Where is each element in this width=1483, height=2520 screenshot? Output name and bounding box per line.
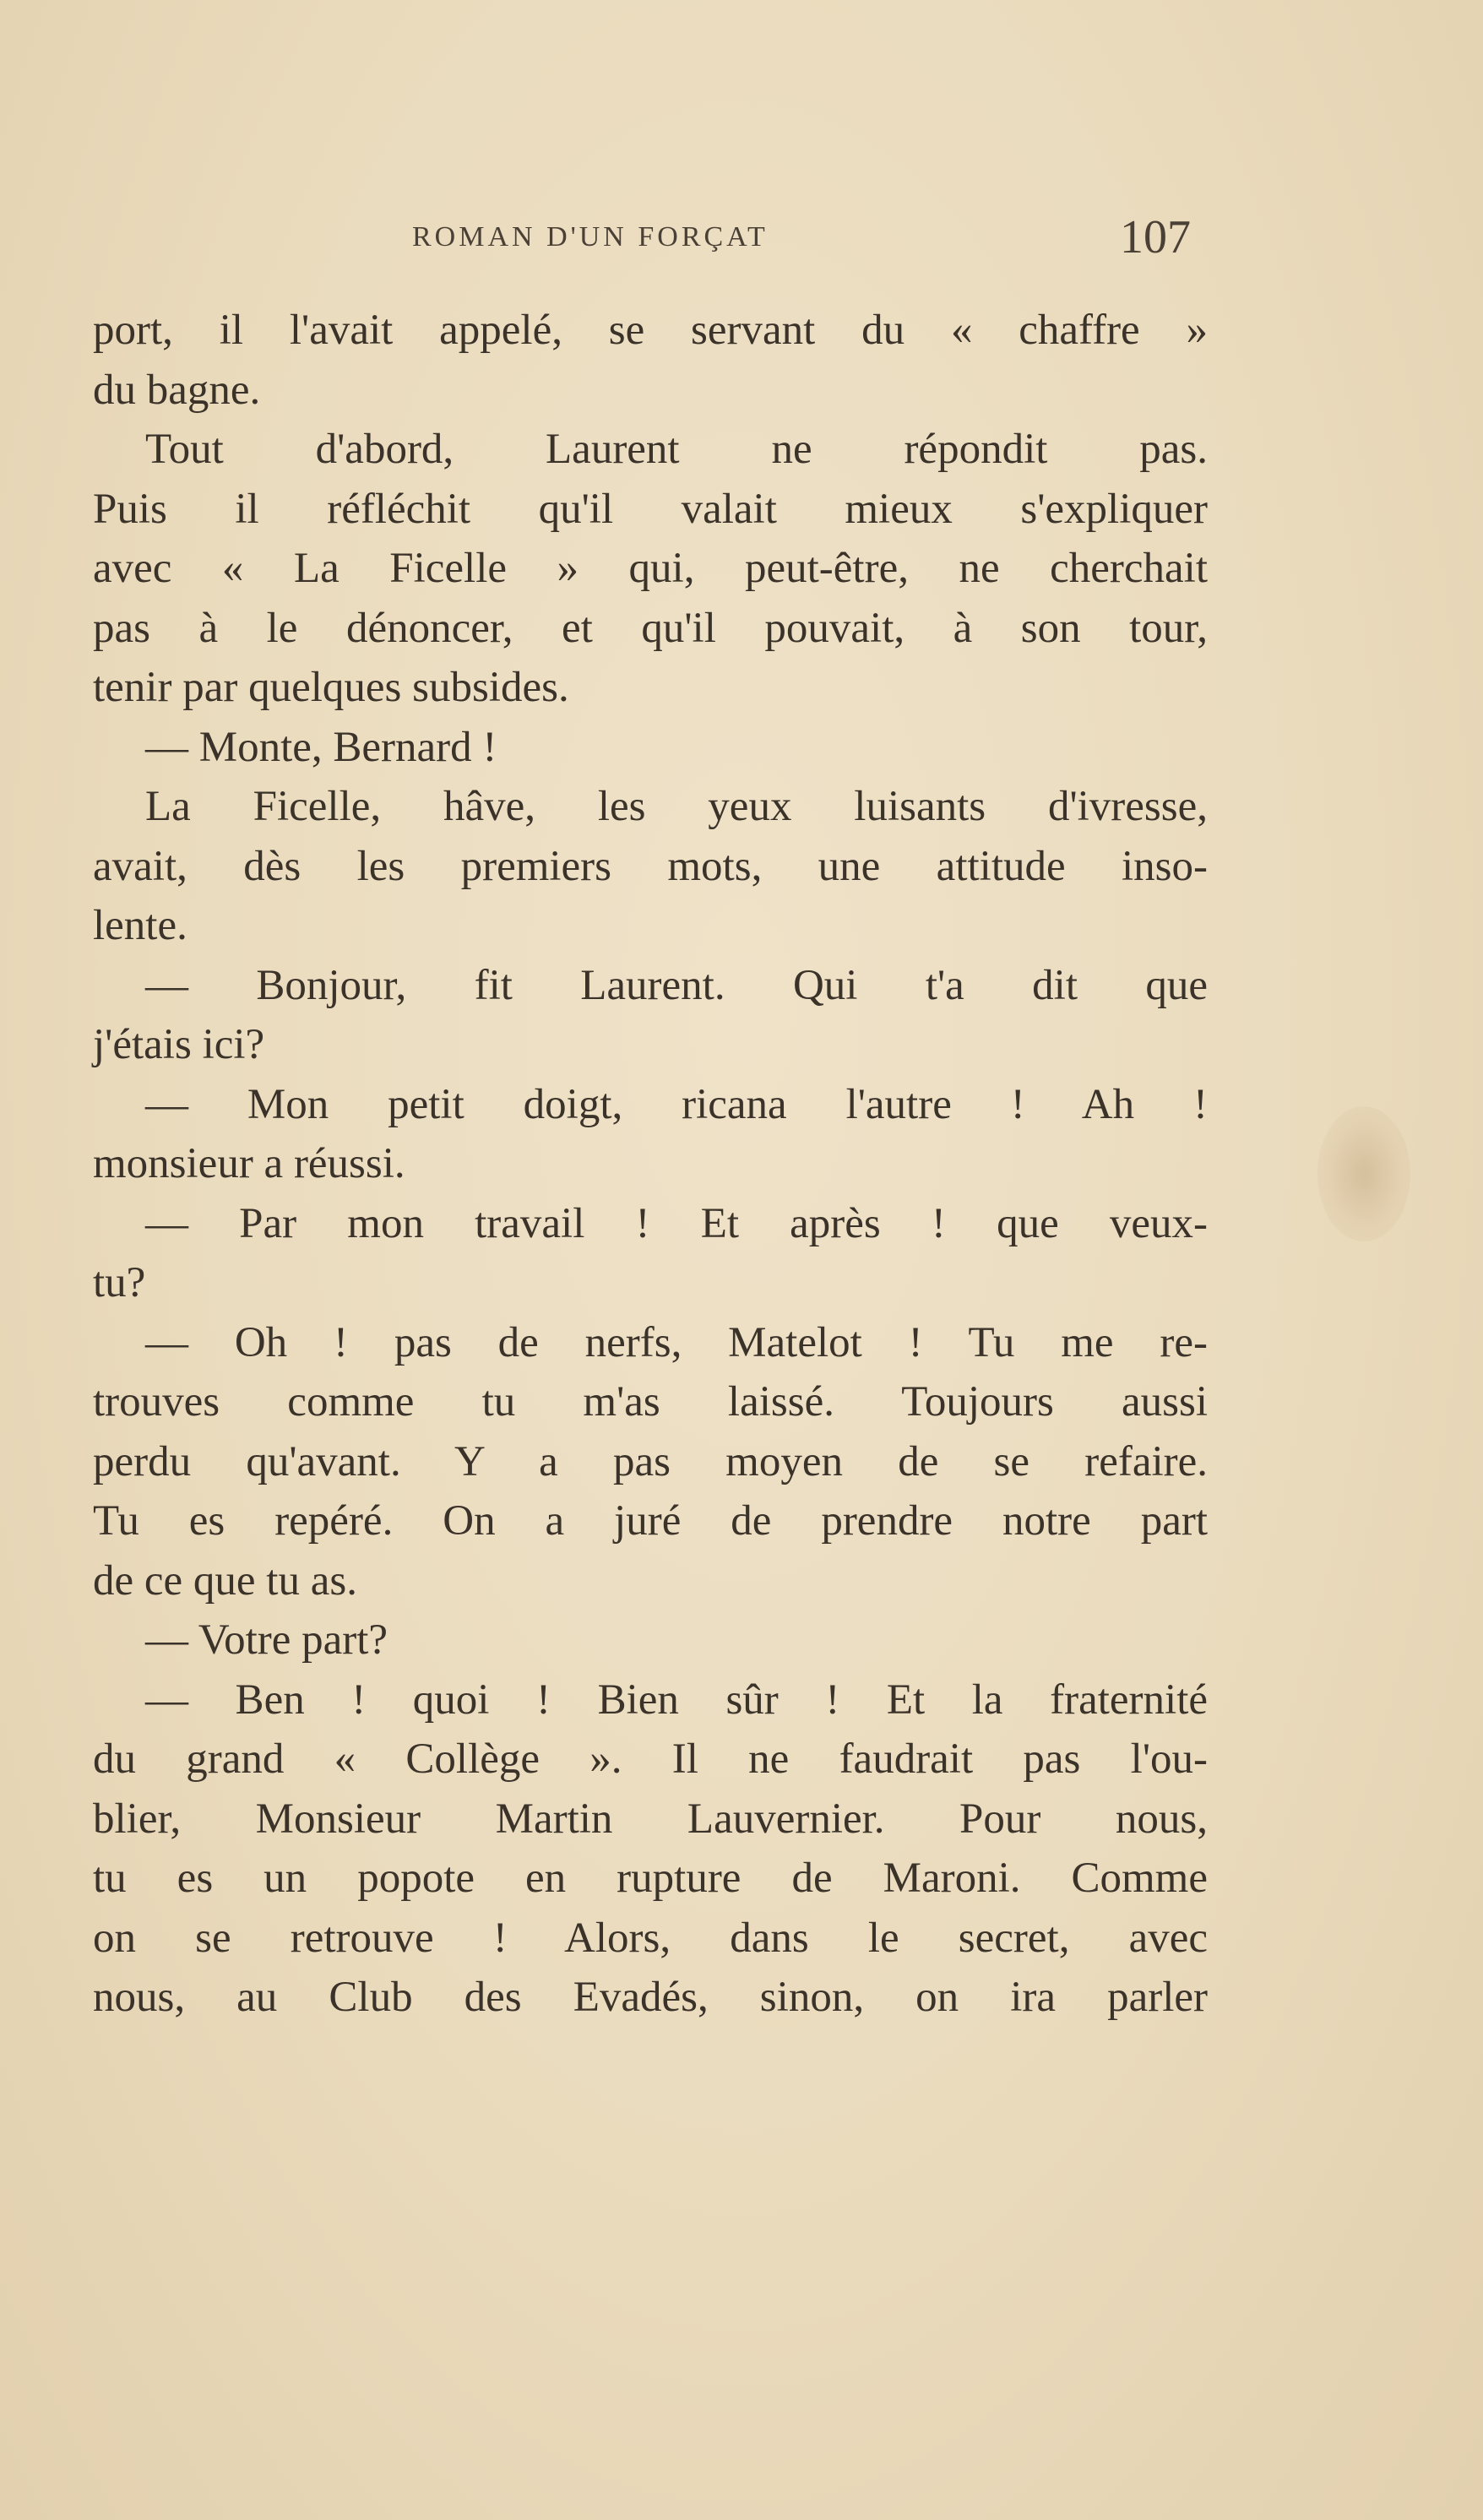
- text-line: — Monte, Bernard !: [145, 723, 497, 771]
- text-line: tu?: [93, 1259, 146, 1306]
- text-line: avait, dès les premiers mots, une attitude inso-: [93, 842, 1208, 890]
- text-line: tu es un popote en rupture de Maroni. Comme: [93, 1855, 1208, 1902]
- text-line: lente.: [93, 902, 187, 949]
- text-line: du bagne.: [93, 366, 261, 414]
- page-number: 107: [1120, 211, 1191, 263]
- body-text: [93, 301, 1208, 2028]
- text-line: Puis il réfléchit qu'il valait mieux s'expliquer: [93, 485, 1208, 533]
- text-line: — Oh ! pas de nerfs, Matelot ! Tu me re-: [145, 1318, 1208, 1366]
- text-line: — Par mon travail ! Et après ! que veux-: [145, 1199, 1208, 1247]
- text-line: Tu es repéré. On a juré de prendre notre part: [93, 1497, 1208, 1545]
- paper-stain: [1317, 1106, 1410, 1241]
- text-line: on se retrouve ! Alors, dans le secret, avec: [93, 1914, 1208, 1962]
- running-head: ROMAN D'UN FORÇAT: [412, 221, 769, 253]
- text-line: perdu qu'avant. Y a pas moyen de se refaire.: [93, 1437, 1208, 1485]
- text-line: du grand « Collège ». Il ne faudrait pas l'ou-: [93, 1735, 1208, 1783]
- text-line: avec « La Ficelle » qui, peut-être, ne cherchait: [93, 545, 1208, 592]
- text-line: — Mon petit doigt, ricana l'autre ! Ah !: [145, 1080, 1208, 1128]
- text-line: de ce que tu as.: [93, 1556, 357, 1605]
- text-line: tenir par quelques subsides.: [93, 664, 569, 711]
- text-line: pas à le dénoncer, et qu'il pouvait, à son tour,: [93, 604, 1208, 652]
- text-line: nous, au Club des Evadés, sinon, on ira parler: [93, 1974, 1208, 2021]
- text-line: blier, Monsieur Martin Lauvernier. Pour nous,: [93, 1795, 1208, 1843]
- text-line: La Ficelle, hâve, les yeux luisants d'ivresse,: [145, 783, 1208, 830]
- text-line: j'étais ici?: [93, 1021, 265, 1068]
- text-line: — Ben ! quoi ! Bien sûr ! Et la fraternité: [145, 1675, 1208, 1724]
- text-line: trouves comme tu m'as laissé. Toujours aussi: [93, 1378, 1208, 1426]
- text-line: — Votre part?: [145, 1616, 388, 1664]
- text-line: monsieur a réussi.: [93, 1140, 405, 1187]
- text-line: port, il l'avait appelé, se servant du « chaffre »: [93, 307, 1208, 354]
- text-line: Tout d'abord, Laurent ne répondit pas.: [145, 426, 1208, 473]
- text-line: — Bonjour, fit Laurent. Qui t'a dit que: [145, 961, 1208, 1009]
